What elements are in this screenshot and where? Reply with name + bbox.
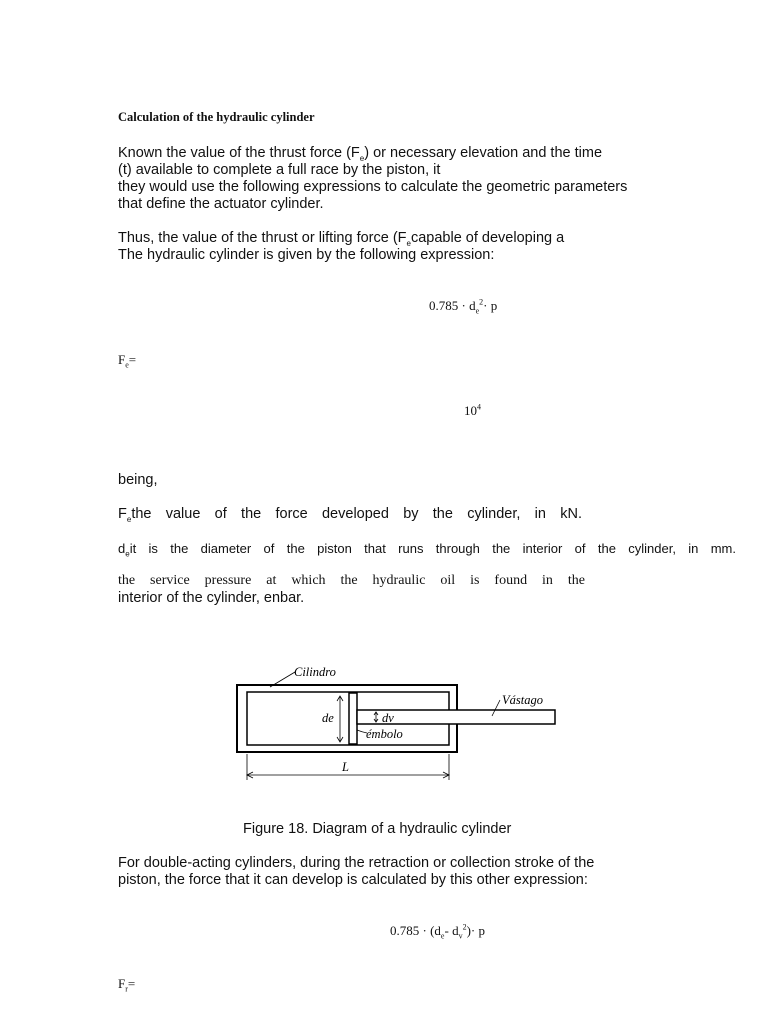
formula1-denominator: $10^4$ bbox=[464, 402, 481, 418]
being-label: being, bbox=[118, 472, 158, 488]
label-dv: dv bbox=[382, 711, 394, 725]
figure-caption: Figure 18. Diagram of a hydraulic cylinder bbox=[243, 821, 512, 837]
formula2-numerator: $0.785 \cdot (d_e-$ $d_v^2)\cdot p$ bbox=[390, 922, 485, 941]
double-acting-paragraph bbox=[118, 855, 594, 889]
label-de: de bbox=[322, 711, 334, 725]
intro-line-3: they would use the following expressions to calculate the geometric parameters bbox=[118, 179, 628, 195]
formula1-lhs: $F_e=$ bbox=[118, 352, 137, 370]
thus-paragraph bbox=[118, 230, 564, 264]
intro-paragraph bbox=[118, 145, 627, 213]
formula1-numerator: $0.785 \cdot d_e^2\cdot p$ bbox=[429, 297, 498, 316]
thus-line-1: Thus, the value of the thrust or lifting force ($F_ecapable$ of developing a bbox=[118, 230, 565, 248]
piston bbox=[349, 693, 357, 744]
intro-line-4: that define the actuator cylinder. bbox=[118, 196, 324, 212]
intro-line-1: Known the value of the thrust force $(F_e)$ or necessary elevation and the time bbox=[118, 145, 603, 163]
double-line-2: piston, the force that it can develop is calculated by this other expression: bbox=[118, 872, 588, 888]
label-embolo: émbolo bbox=[366, 727, 403, 741]
formula2-lhs: $F_r=$ bbox=[118, 976, 136, 994]
hydraulic-cylinder-diagram bbox=[230, 660, 570, 790]
definition-fe: $F_ethe$ value of the force developed by the cylinder, in kN. bbox=[118, 506, 582, 524]
label-vastago: Vástago bbox=[502, 693, 543, 707]
thus-line-2: The hydraulic cylinder is given by the following expression: bbox=[118, 247, 495, 263]
double-line-1: For double-acting cylinders, during the retraction or collection stroke of the bbox=[118, 855, 595, 871]
intro-line-2: (t) available to complete a full race by the piston, it bbox=[118, 162, 441, 178]
label-cilindro: Cilindro bbox=[294, 665, 336, 679]
label-L: L bbox=[342, 760, 349, 774]
definition-p-line-1: the service pressure at which the hydraulic oil is found in the bbox=[118, 573, 585, 588]
section-title: Calculation of the hydraulic cylinder bbox=[118, 110, 315, 124]
definition-de: $d_eit$ is the diameter of the piston that runs through the interior of the cylinder, in mm. bbox=[118, 541, 736, 559]
definition-p-line-2: interior of the cylinder, enbar. bbox=[118, 590, 305, 606]
